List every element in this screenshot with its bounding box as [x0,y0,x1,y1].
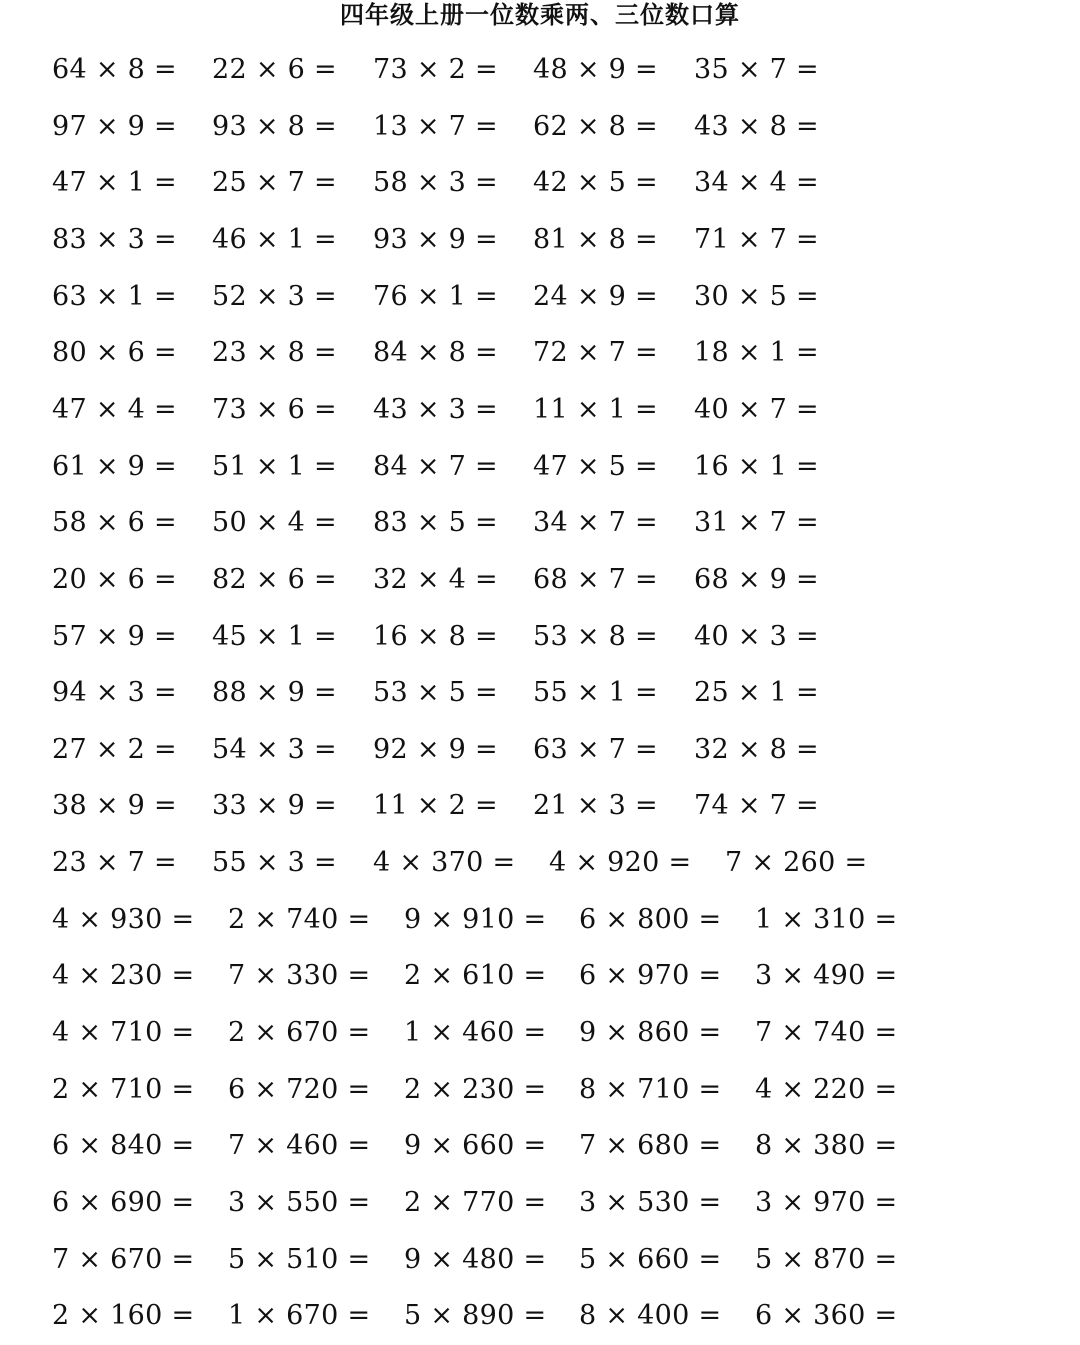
multiplication-problem: 8 × 400 = [579,1300,722,1332]
problem-row [0,277,1080,317]
multiplication-problem: 52 × 3 = [212,280,337,312]
multiplication-problem: 80 × 6 = [52,337,177,369]
multiplication-problem: 73 × 6 = [212,393,337,425]
multiplication-problem: 71 × 7 = [694,223,819,255]
problem-row [0,163,1080,203]
multiplication-problem: 25 × 7 = [212,167,337,199]
multiplication-problem: 57 × 9 = [52,620,177,652]
multiplication-problem: 43 × 8 = [694,110,819,142]
multiplication-problem: 9 × 660 = [404,1130,547,1162]
multiplication-problem: 55 × 3 = [212,847,337,879]
multiplication-problem: 72 × 7 = [533,337,658,369]
multiplication-problem: 68 × 9 = [694,563,819,595]
multiplication-problem: 5 × 510 = [228,1243,371,1275]
multiplication-problem: 7 × 260 = [725,847,868,879]
multiplication-problem: 47 × 1 = [52,167,177,199]
multiplication-problem: 62 × 8 = [533,110,658,142]
multiplication-problem: 4 × 930 = [52,903,195,935]
multiplication-problem: 33 × 9 = [212,790,337,822]
problem-row [0,220,1080,260]
problem-row [0,1240,1080,1280]
worksheet-title: 四年级上册一位数乘两、三位数口算 [340,1,740,29]
multiplication-problem: 3 × 550 = [228,1187,371,1218]
problem-row [0,390,1080,430]
multiplication-problem: 30 × 5 = [694,280,819,312]
multiplication-problem: 38 × 9 = [52,790,177,822]
multiplication-problem: 64 × 8 = [52,54,177,85]
multiplication-problem: 6 × 800 = [579,903,722,935]
multiplication-problem: 11 × 1 = [533,393,658,425]
multiplication-problem: 93 × 8 = [212,110,337,142]
multiplication-problem: 6 × 970 = [579,960,722,992]
problem-row [0,50,1080,90]
multiplication-problem: 81 × 8 = [533,223,658,255]
multiplication-problem: 82 × 6 = [212,563,337,595]
multiplication-problem: 2 × 670 = [228,1017,371,1049]
multiplication-problem: 53 × 8 = [533,620,658,652]
multiplication-problem: 92 × 9 = [373,733,498,765]
multiplication-problem: 93 × 9 = [373,223,498,255]
multiplication-problem: 94 × 3 = [52,677,177,709]
multiplication-problem: 5 × 870 = [755,1243,898,1275]
multiplication-problem: 23 × 7 = [52,847,177,879]
multiplication-problem: 58 × 6 = [52,507,177,539]
multiplication-problem: 47 × 5 = [533,450,658,482]
multiplication-problem: 6 × 720 = [228,1073,371,1105]
multiplication-problem: 2 × 610 = [404,960,547,992]
multiplication-problem: 84 × 8 = [373,337,498,369]
multiplication-problem: 42 × 5 = [533,167,658,199]
multiplication-problem: 8 × 380 = [755,1130,898,1162]
problem-row [0,617,1080,657]
problem-row [0,447,1080,487]
multiplication-problem: 43 × 3 = [373,393,498,425]
multiplication-problem: 2 × 230 = [404,1073,547,1105]
multiplication-problem: 1 × 670 = [228,1300,371,1332]
multiplication-problem: 7 × 680 = [579,1130,722,1162]
multiplication-problem: 3 × 490 = [755,960,898,992]
multiplication-problem: 2 × 770 = [404,1187,547,1218]
problem-row [0,673,1080,713]
multiplication-problem: 5 × 660 = [579,1243,722,1275]
multiplication-problem: 68 × 7 = [533,563,658,595]
multiplication-problem: 74 × 7 = [694,790,819,822]
problem-row [0,730,1080,770]
multiplication-problem: 18 × 1 = [694,337,819,369]
problem-row [0,1126,1080,1166]
multiplication-problem: 84 × 7 = [373,450,498,482]
multiplication-problem: 8 × 710 = [579,1073,722,1105]
multiplication-problem: 63 × 1 = [52,280,177,312]
multiplication-problem: 7 × 670 = [52,1243,195,1275]
multiplication-problem: 3 × 530 = [579,1187,722,1218]
problem-row [0,503,1080,543]
problem-row [0,107,1080,147]
multiplication-problem: 35 × 7 = [694,54,819,85]
multiplication-problem: 73 × 2 = [373,54,498,85]
multiplication-problem: 16 × 1 = [694,450,819,482]
multiplication-problem: 25 × 1 = [694,677,819,709]
problem-row [0,786,1080,826]
problem-row [0,1070,1080,1110]
multiplication-problem: 4 × 230 = [52,960,195,992]
multiplication-problem: 54 × 3 = [212,733,337,765]
problem-row [0,843,1080,883]
multiplication-problem: 20 × 6 = [52,563,177,595]
multiplication-problem: 1 × 310 = [755,903,898,935]
multiplication-problem: 32 × 4 = [373,563,498,595]
multiplication-problem: 6 × 840 = [52,1130,195,1162]
multiplication-problem: 11 × 2 = [373,790,498,822]
multiplication-problem: 88 × 9 = [212,677,337,709]
multiplication-problem: 22 × 6 = [212,54,337,85]
problem-row [0,900,1080,940]
problem-row [0,1013,1080,1053]
multiplication-problem: 83 × 3 = [52,223,177,255]
multiplication-problem: 6 × 690 = [52,1187,195,1218]
problem-row [0,1296,1080,1336]
multiplication-problem: 4 × 920 = [549,847,692,879]
multiplication-problem: 50 × 4 = [212,507,337,539]
multiplication-problem: 9 × 860 = [579,1017,722,1049]
multiplication-problem: 2 × 160 = [52,1300,195,1332]
multiplication-problem: 76 × 1 = [373,280,498,312]
multiplication-problem: 4 × 220 = [755,1073,898,1105]
multiplication-problem: 4 × 370 = [373,847,516,879]
multiplication-problem: 2 × 710 = [52,1073,195,1105]
problem-row [0,956,1080,996]
multiplication-problem: 61 × 9 = [52,450,177,482]
multiplication-problem: 6 × 360 = [755,1300,898,1332]
problem-row [0,1183,1080,1223]
multiplication-problem: 5 × 890 = [404,1300,547,1332]
multiplication-problem: 97 × 9 = [52,110,177,142]
multiplication-problem: 46 × 1 = [212,223,337,255]
multiplication-problem: 31 × 7 = [694,507,819,539]
multiplication-problem: 2 × 740 = [228,903,371,935]
multiplication-problem: 45 × 1 = [212,620,337,652]
multiplication-problem: 40 × 3 = [694,620,819,652]
multiplication-problem: 7 × 740 = [755,1017,898,1049]
multiplication-problem: 32 × 8 = [694,733,819,765]
multiplication-problem: 58 × 3 = [373,167,498,199]
multiplication-problem: 21 × 3 = [533,790,658,822]
multiplication-problem: 53 × 5 = [373,677,498,709]
multiplication-problem: 34 × 7 = [533,507,658,539]
multiplication-problem: 63 × 7 = [533,733,658,765]
multiplication-problem: 13 × 7 = [373,110,498,142]
multiplication-problem: 48 × 9 = [533,54,658,85]
multiplication-problem: 24 × 9 = [533,280,658,312]
multiplication-problem: 3 × 970 = [755,1187,898,1218]
multiplication-problem: 34 × 4 = [694,167,819,199]
problem-row [0,560,1080,600]
multiplication-problem: 40 × 7 = [694,393,819,425]
multiplication-problem: 16 × 8 = [373,620,498,652]
multiplication-problem: 7 × 330 = [228,960,371,992]
problem-row [0,333,1080,373]
multiplication-problem: 27 × 2 = [52,733,177,765]
multiplication-problem: 51 × 1 = [212,450,337,482]
multiplication-problem: 9 × 910 = [404,903,547,935]
multiplication-problem: 4 × 710 = [52,1017,195,1049]
multiplication-problem: 9 × 480 = [404,1243,547,1275]
multiplication-problem: 47 × 4 = [52,393,177,425]
multiplication-problem: 83 × 5 = [373,507,498,539]
multiplication-problem: 55 × 1 = [533,677,658,709]
multiplication-problem: 1 × 460 = [404,1017,547,1049]
multiplication-problem: 23 × 8 = [212,337,337,369]
multiplication-problem: 7 × 460 = [228,1130,371,1162]
